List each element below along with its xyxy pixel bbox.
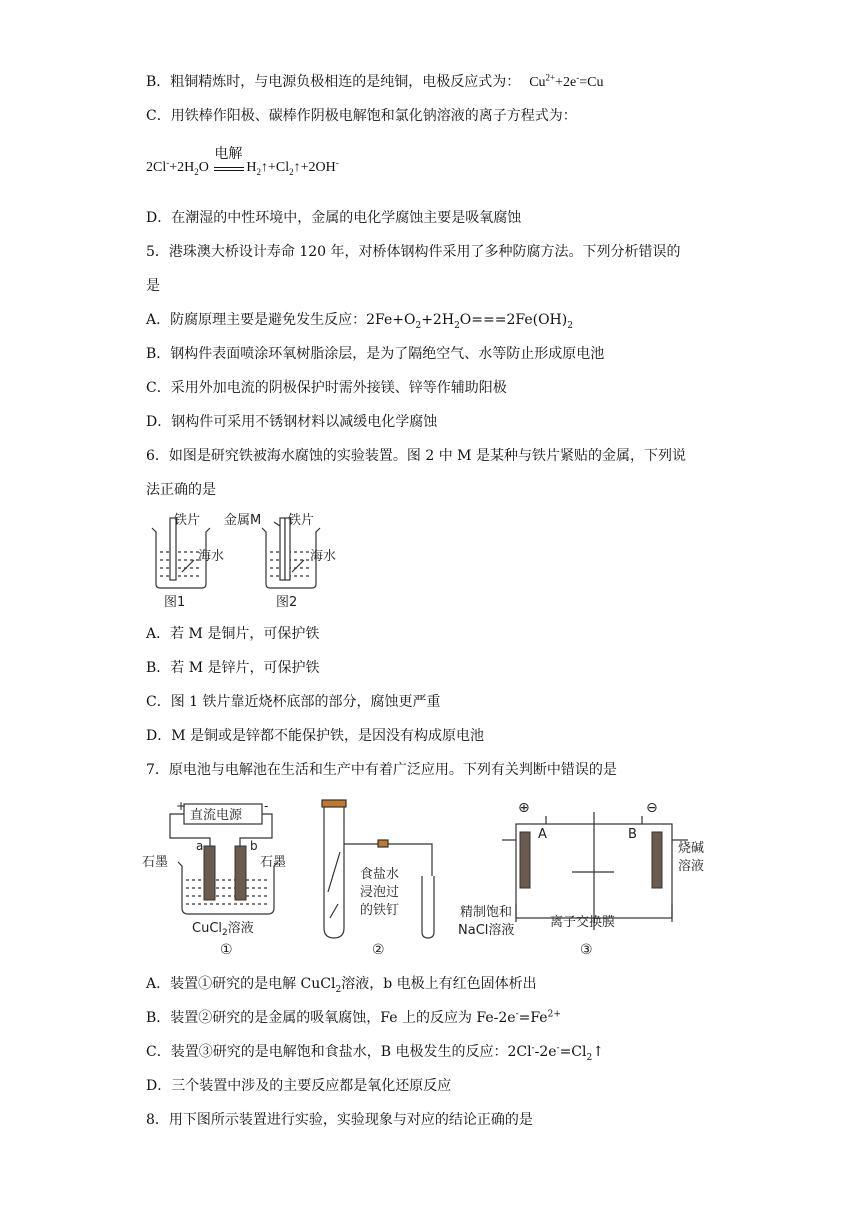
electrode-a: [520, 832, 530, 888]
seawater-label-1: 海水: [198, 549, 225, 564]
electrode-b: [652, 832, 662, 888]
q6-option-d: D．M 是铜或是锌都不能保护铁，是因没有构成原电池: [146, 728, 485, 744]
seawater-label-2: 海水: [310, 549, 337, 564]
figure-2-caption: 图2: [276, 595, 298, 610]
plus-sign: +: [176, 799, 187, 813]
q6-option-a: A．若 M 是铜片，可保护铁: [146, 626, 320, 642]
iron-sheet-label-1: 铁片: [174, 513, 201, 528]
q7-option-c: C．装置③研究的是电解饱和食盐水，B 电极发生的反应：$2Cl^--2e^-=Cl_2↑$: [146, 1043, 604, 1063]
q6-option-c: C．图 1 铁片靠近烧杯底部的部分，腐蚀更严重: [146, 694, 441, 710]
nail-label-line2: 浸泡过: [360, 885, 400, 900]
graphite-electrode-a: [204, 846, 215, 900]
electrode-b-label: b: [250, 839, 258, 853]
dc-power-label: 直流电源: [190, 808, 243, 823]
graphite-label-left: 石墨: [142, 855, 169, 870]
figure-1-caption: 图1: [164, 595, 186, 610]
caustic-soda-line2: 溶液: [678, 859, 705, 874]
feed-line1: 精制饱和: [460, 905, 513, 920]
nail-label-line1: 食盐水: [360, 867, 400, 882]
q4-option-b: B．粗铜精炼时，与电源负极相连的是纯铜，电极反应式为： $Cu^{2+}+2e^-=Cu$: [146, 72, 604, 90]
minus-sign: -: [264, 799, 269, 813]
q6-figure: [146, 508, 356, 612]
electrode-a-name: A: [538, 827, 547, 842]
q4-option-d: D．在潮湿的中性环境中，金属的电化学腐蚀主要是吸氧腐蚀: [146, 210, 522, 226]
q6-stem: 6．如图是研究铁被海水腐蚀的实验装置。图 2 中 M 是某种与铁片紧贴的金属，下列说: [146, 448, 686, 464]
caustic-soda-line1: 烧碱: [678, 841, 705, 856]
metal-m-label: 金属M: [224, 513, 262, 528]
q7-stem: 7．原电池与电解池在生活和生产中有着广泛应用。下列有关判断中错误的是: [146, 762, 617, 778]
q6-option-b: B．若 M 是锌片，可保护铁: [146, 660, 320, 676]
q7-option-a: A．装置①研究的是电解 CuCl$_2$溶液，b 电极上有红色固体析出: [146, 976, 537, 995]
ion-exchange-membrane-label: 离子交换膜: [550, 915, 616, 930]
q5-option-c: C．采用外加电流的阴极保护时需外接镁、锌等作辅助阳极: [146, 380, 507, 396]
cathode-symbol: ⊖: [646, 800, 658, 816]
q4-option-c: C．用铁棒作阳极、碳棒作阴极电解饱和氯化钠溶液的离子方程式为：: [146, 108, 577, 124]
q4-option-c-equation: $2Cl^-+2H_2O$ 电解 $H_2↑+Cl_2↑+2OH^-$: [146, 147, 339, 177]
feed-line2: NaCl溶液: [458, 923, 515, 938]
device-3-number: ③: [580, 942, 593, 958]
electrode-b-name: B: [628, 827, 637, 842]
q5-option-a: A．防腐原理主要是避免发生反应：$2Fe+O_2+2H_2O===2Fe(OH)_2$: [146, 312, 573, 331]
q7-figure: [140, 792, 720, 962]
q7-option-d: D．三个装置中涉及的主要反应都是氧化还原反应: [146, 1078, 452, 1094]
cucl2-solution-label: CuCl$_2$溶液: [192, 921, 254, 938]
graphite-electrode-b: [235, 846, 246, 900]
electrode-a-label: a: [196, 839, 204, 853]
electrolysis-condition: 电解: [214, 147, 243, 162]
q5-stem-cont: 是: [146, 278, 160, 294]
nail-label-line3: 的铁钉: [360, 903, 400, 918]
q5-option-d: D．钢构件可采用不锈钢材料以减缓电化学腐蚀: [146, 414, 438, 430]
device-1-number: ①: [220, 942, 233, 958]
graphite-label-right: 石墨: [260, 855, 287, 870]
iron-sheet-label-2: 铁片: [288, 513, 315, 528]
q6-stem-cont: 法正确的是: [146, 482, 216, 498]
q5-option-b: B．钢构件表面喷涂环氧树脂涂层，是为了隔绝空气、水等防止形成原电池: [146, 346, 605, 362]
device-2-number: ②: [372, 942, 385, 958]
q5-stem: 5．港珠澳大桥设计寿命 120 年，对桥体钢构件采用了多种防腐方法。下列分析错误的: [146, 244, 681, 260]
q7-option-b: B．装置②研究的是金属的吸氧腐蚀，Fe 上的反应为 $Fe-2e^-=Fe^{2+}$: [146, 1009, 561, 1026]
anode-symbol: ⊕: [518, 800, 530, 816]
q8-stem: 8．用下图所示装置进行实验，实验现象与对应的结论正确的是: [146, 1112, 533, 1128]
